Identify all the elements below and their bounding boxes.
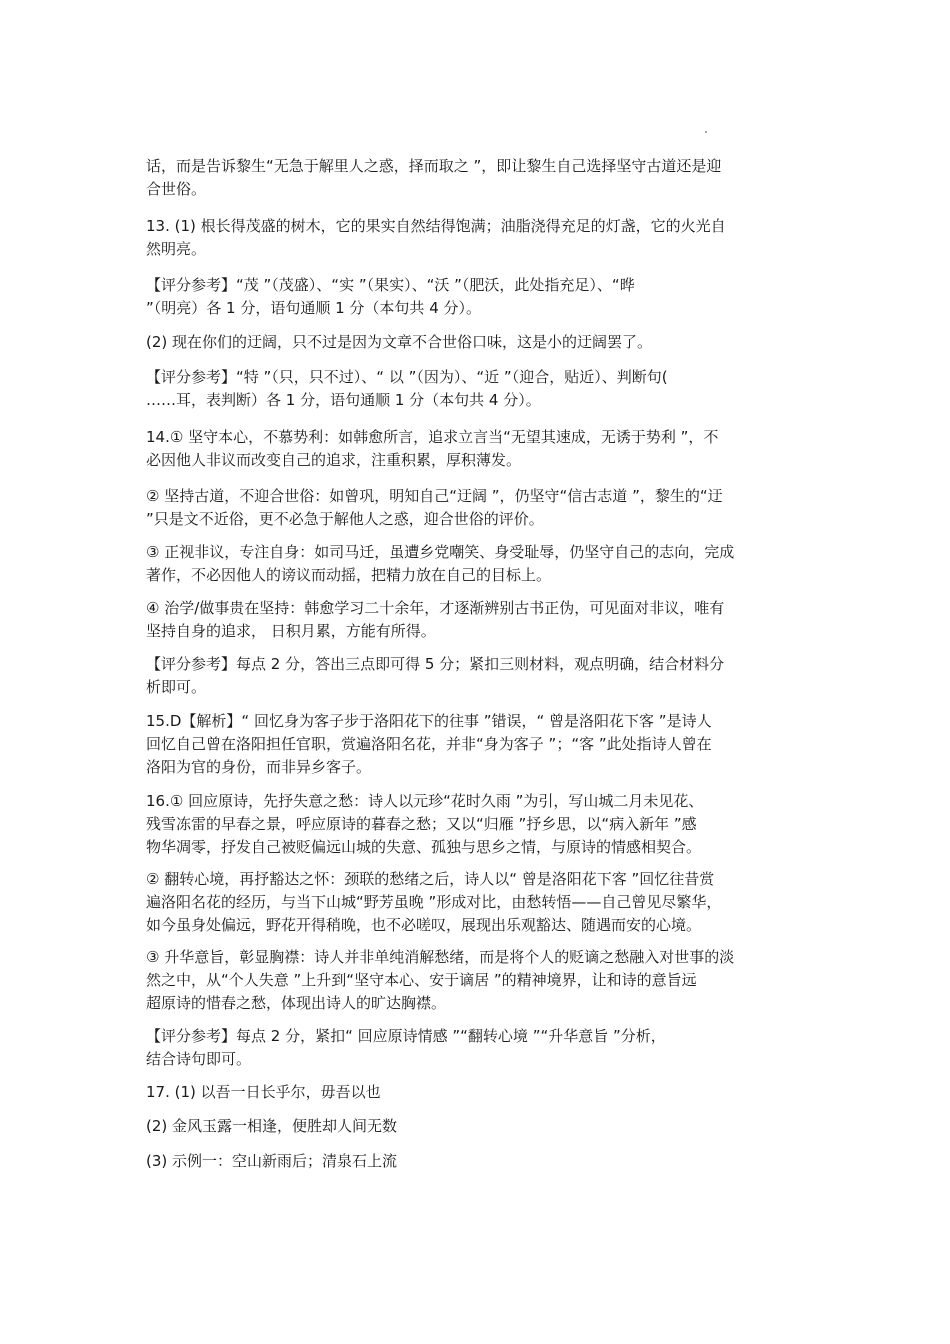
answer-17-3 (146, 1150, 836, 1173)
text-line: (2) 金风玉露一相逢，便胜却人间无数 (146, 1117, 398, 1135)
answer-16-1 (146, 790, 836, 859)
scoring-16 (146, 1025, 836, 1071)
text-line: (2) 现在你们的迂阔，只不过是因为文章不合世俗口味，这是小的迂阔罢了。 (146, 333, 653, 351)
text-line: 必因他人非议而改变自己的追求，注重积累，厚积薄发。 (146, 451, 522, 469)
answer-13-1 (146, 215, 836, 261)
text-line: 析即可。 (146, 678, 207, 696)
text-line: 13. (1) 根长得茂盛的树木，它的果实自然结得饱满；油脂浇得充足的灯盏，它的火光自 (146, 217, 726, 235)
text-line: ”（明亮）各 1 分，语句通顺 1 分（本句共 4 分）。 (146, 299, 482, 317)
answer-16-3 (146, 946, 836, 1015)
paragraph-12-tail (146, 155, 836, 201)
text-line: 话，而是告诉黎生“无急于解里人之惑，择而取之 ”，即让黎生自己选择坚守古道还是迎 (146, 157, 722, 175)
text-line: 合世俗。 (146, 180, 207, 198)
stray-mark (705, 131, 707, 133)
text-line: ”只是文不近俗，更不必急于解他人之惑，迎合世俗的评价。 (146, 510, 544, 528)
text-line: 著作，不必因他人的谤议而动摇，把精力放在自己的目标上。 (146, 566, 552, 584)
text-line: ③ 升华意旨，彰显胸襟：诗人并非单纯消解愁绪，而是将个人的贬谪之愁融入对世事的淡 (146, 948, 735, 966)
answer-13-2 (146, 331, 836, 354)
text-line: 遍洛阳名花的经历，与当下山城“野芳虽晚 ”形成对比，由愁转悟——自己曾见尽繁华， (146, 893, 722, 911)
scoring-13-1 (146, 274, 836, 320)
text-line: 然之中，从“个人失意 ”上升到“坚守本心、安于谪居 ”的精神境界，让和诗的意旨远 (146, 971, 697, 989)
text-line: ③ 正视非议，专注自身：如司马迁，虽遭乡党嘲笑、身受耻辱，仍坚守自己的志向，完成 (146, 543, 735, 561)
text-line: ② 坚持古道，不迎合世俗：如曾巩，明知自己“迂阔 ”，仍坚守“信古志道 ”，黎生的“迂 (146, 487, 723, 505)
text-line: 16.① 回应原诗，先抒失意之愁：诗人以元珍“花时久雨 ”为引，写山城二月未见花、 (146, 792, 704, 810)
answer-14-1 (146, 426, 836, 472)
text-line: 回忆自己曾在洛阳担任官职，赏遍洛阳名花，并非“身为客子 ”；“客 ”此处指诗人曾在 (146, 735, 712, 753)
text-line: 如今虽身处偏远，野花开得稍晚，也不必嗟叹，展现出乐观豁达、随遇而安的心境。 (146, 916, 702, 934)
text-line: 【评分参考】每点 2 分，紧扣“ 回应原诗情感 ”“翻转心境 ”“升华意旨 ”分析， (146, 1027, 666, 1045)
text-line: 超原诗的惜春之愁，体现出诗人的旷达胸襟。 (146, 994, 447, 1012)
text-line: 结合诗句即可。 (146, 1050, 252, 1068)
answer-14-4 (146, 597, 836, 643)
text-line: 15.D【解析】“ 回忆身为客子步于洛阳花下的往事 ”错误，“ 曾是洛阳花下客 ”是诗人 (146, 712, 712, 730)
answer-14-3 (146, 541, 836, 587)
text-line: 【评分参考】每点 2 分，答出三点即可得 5 分；紧扣三则材料，观点明确，结合材料分 (146, 655, 725, 673)
text-line: ……耳，表判断）各 1 分，语句通顺 1 分（本句共 4 分）。 (146, 391, 541, 409)
scoring-14 (146, 653, 836, 699)
answer-17-2 (146, 1115, 836, 1138)
answer-17-1 (146, 1081, 836, 1104)
text-line: 【评分参考】“特 ”（只，只不过）、“ 以 ”（因为）、“近 ”（迎合，贴近）、判断句( (146, 368, 668, 386)
text-line: 然明亮。 (146, 240, 207, 258)
answer-14-2 (146, 485, 836, 531)
text-line: 物华凋零，抒发自己被贬偏远山城的失意、孤独与思乡之情，与原诗的情感相契合。 (146, 838, 702, 856)
text-line: ④ 治学/做事贵在坚持：韩愈学习二十余年，才逐渐辨别古书正伪，可见面对非议，唯有 (146, 599, 725, 617)
text-line: (3) 示例一：空山新雨后；清泉石上流 (146, 1152, 398, 1170)
text-line: 【评分参考】“茂 ”（茂盛）、“实 ”（果实）、“沃 ”（肥沃，此处指充足）、“晔 (146, 276, 635, 294)
text-line: 坚持自身的追求， 日积月累，方能有所得。 (146, 622, 436, 640)
text-line: ② 翻转心境，再抒豁达之怀：颈联的愁绪之后，诗人以“ 曾是洛阳花下客 ”回忆往昔赏 (146, 870, 715, 888)
text-line: 残雪冻雷的早春之景，呼应原诗的暮春之愁；又以“归雁 ”抒乡思，以“病入新年 ”感 (146, 815, 697, 833)
text-line: 14.① 坚守本心，不慕势利：如韩愈所言，追求立言当“无望其速成，无诱于势利 ”，不 (146, 428, 719, 446)
text-line: 洛阳为官的身份，而非异乡客子。 (146, 758, 372, 776)
scoring-13-2 (146, 366, 836, 412)
text-line: 17. (1) 以吾一日长乎尔，毋吾以也 (146, 1083, 381, 1101)
answer-15 (146, 710, 836, 779)
answer-16-2 (146, 868, 836, 937)
